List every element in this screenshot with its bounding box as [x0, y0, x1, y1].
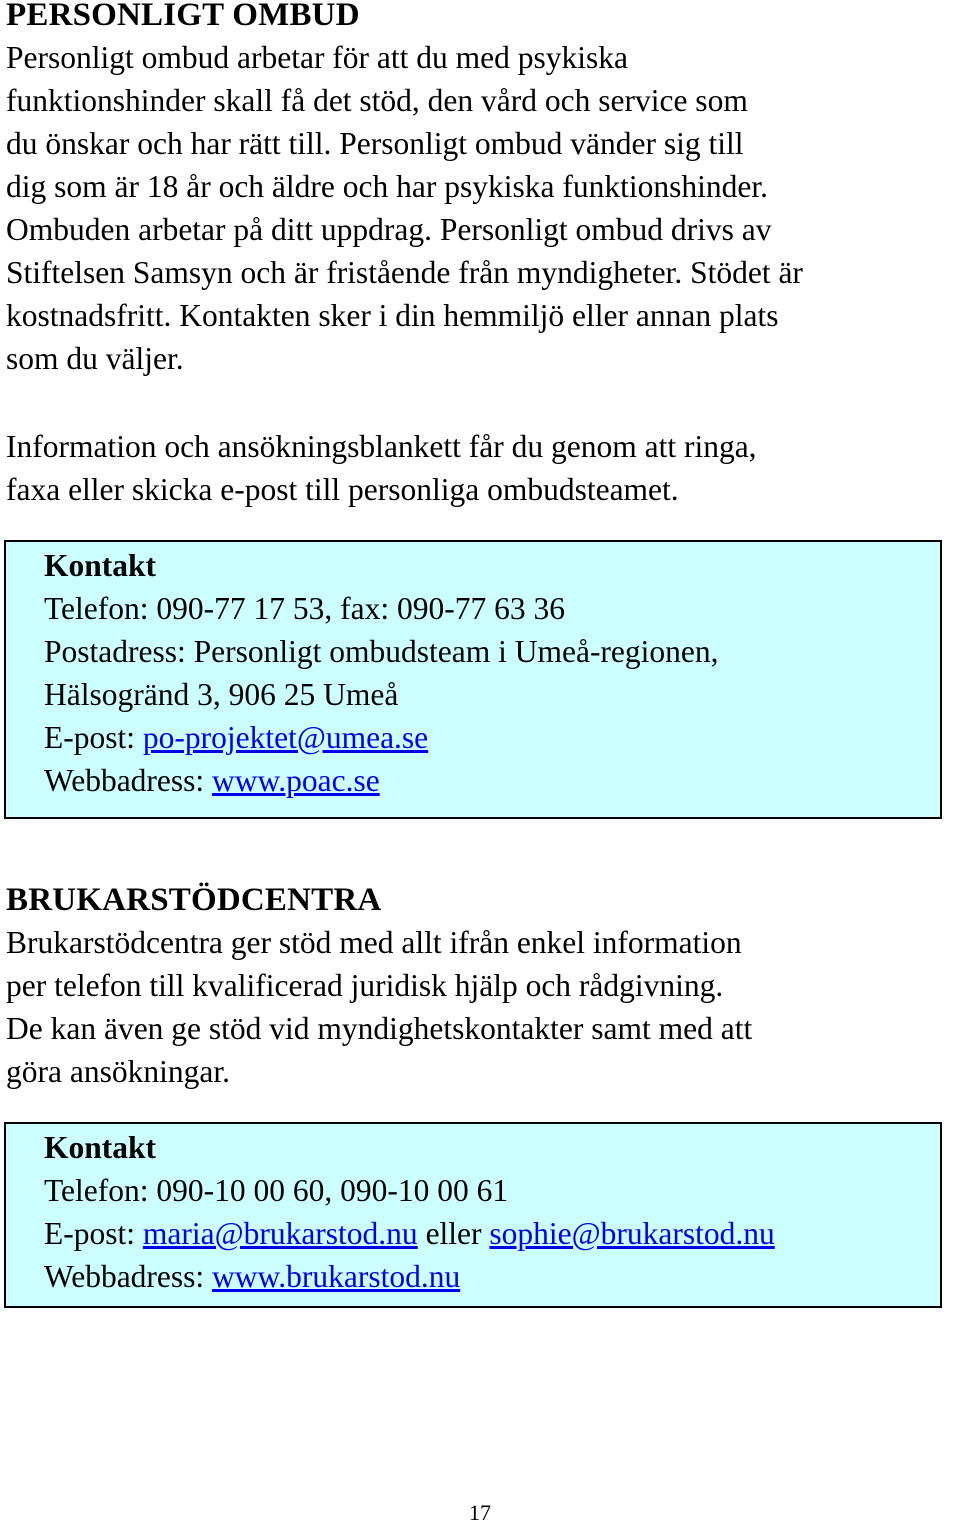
contact-phone: Telefon: 090-77 17 53, fax: 090-77 63 36 [44, 591, 565, 626]
contact-address-line: Postadress: Personligt ombudsteam i Umeå-regionen, [44, 634, 719, 669]
page-number: 17 [469, 1500, 491, 1525]
paragraph-line: Information och ansökningsblankett får du genom att ringa, [6, 429, 757, 464]
paragraph-line: göra ansökningar. [6, 1054, 230, 1089]
web-link[interactable]: www.poac.se [212, 763, 380, 798]
paragraph-line: som du väljer. [6, 341, 184, 376]
contact-title: Kontakt [44, 548, 157, 583]
section-paragraph-personligt-ombud [6, 36, 803, 380]
email-separator: eller [417, 1216, 490, 1251]
paragraph-line: faxa eller skicka e-post till personliga ombudsteamet. [6, 472, 679, 507]
paragraph-line: du önskar och har rätt till. Personligt ombud vänder sig till [6, 126, 744, 161]
paragraph-line: Stiftelsen Samsyn och är fristående från myndigheter. Stödet är [6, 255, 803, 290]
contact-box-brukarstodcentra [4, 1122, 942, 1308]
contact-box-personligt-ombud [4, 540, 942, 819]
contact-email-row [44, 1212, 940, 1255]
paragraph-line: Brukarstödcentra ger stöd med allt ifrån enkel information [6, 925, 742, 960]
contact-title: Kontakt [44, 1130, 157, 1165]
paragraph-line: Personligt ombud arbetar för att du med psykiska [6, 40, 629, 75]
contact-web-row [44, 1255, 940, 1298]
paragraph-line: per telefon till kvalificerad juridisk hjälp och rådgivning. [6, 968, 724, 1003]
email-label: E-post: [44, 1216, 143, 1251]
contact-address-line: Hälsogränd 3, 906 25 Umeå [44, 677, 399, 712]
paragraph-line: kostnadsfritt. Kontakten sker i din hemmiljö eller annan plats [6, 298, 779, 333]
paragraph-line: Ombuden arbetar på ditt uppdrag. Personligt ombud drivs av [6, 212, 772, 247]
email-link[interactable]: po-projektet@umea.se [142, 720, 429, 755]
email-link-sophie[interactable]: sophie@brukarstod.nu [489, 1216, 775, 1251]
section-heading-personligt-ombud: PERSONLIGT OMBUD [6, 0, 360, 33]
contact-web-row [44, 759, 940, 802]
email-label: E-post: [44, 720, 143, 755]
paragraph-line: De kan även ge stöd vid myndighetskontakter samt med att [6, 1011, 753, 1046]
section-heading-brukarstodcentra: BRUKARSTÖDCENTRA [6, 882, 382, 918]
email-link-maria[interactable]: maria@brukarstod.nu [142, 1216, 418, 1251]
contact-email-row [44, 716, 940, 759]
web-label: Webbadress: [44, 1259, 213, 1294]
contact-phone: Telefon: 090-10 00 60, 090-10 00 61 [44, 1173, 509, 1208]
paragraph-line: funktionshinder skall få det stöd, den vård och service som [6, 83, 748, 118]
paragraph-line: dig som är 18 år och äldre och har psykiska funktionshinder. [6, 169, 768, 204]
section-paragraph-brukarstodcentra [6, 921, 752, 1093]
web-link[interactable]: www.brukarstod.nu [212, 1259, 461, 1294]
section-paragraph-information [6, 425, 757, 511]
web-label: Webbadress: [44, 763, 213, 798]
